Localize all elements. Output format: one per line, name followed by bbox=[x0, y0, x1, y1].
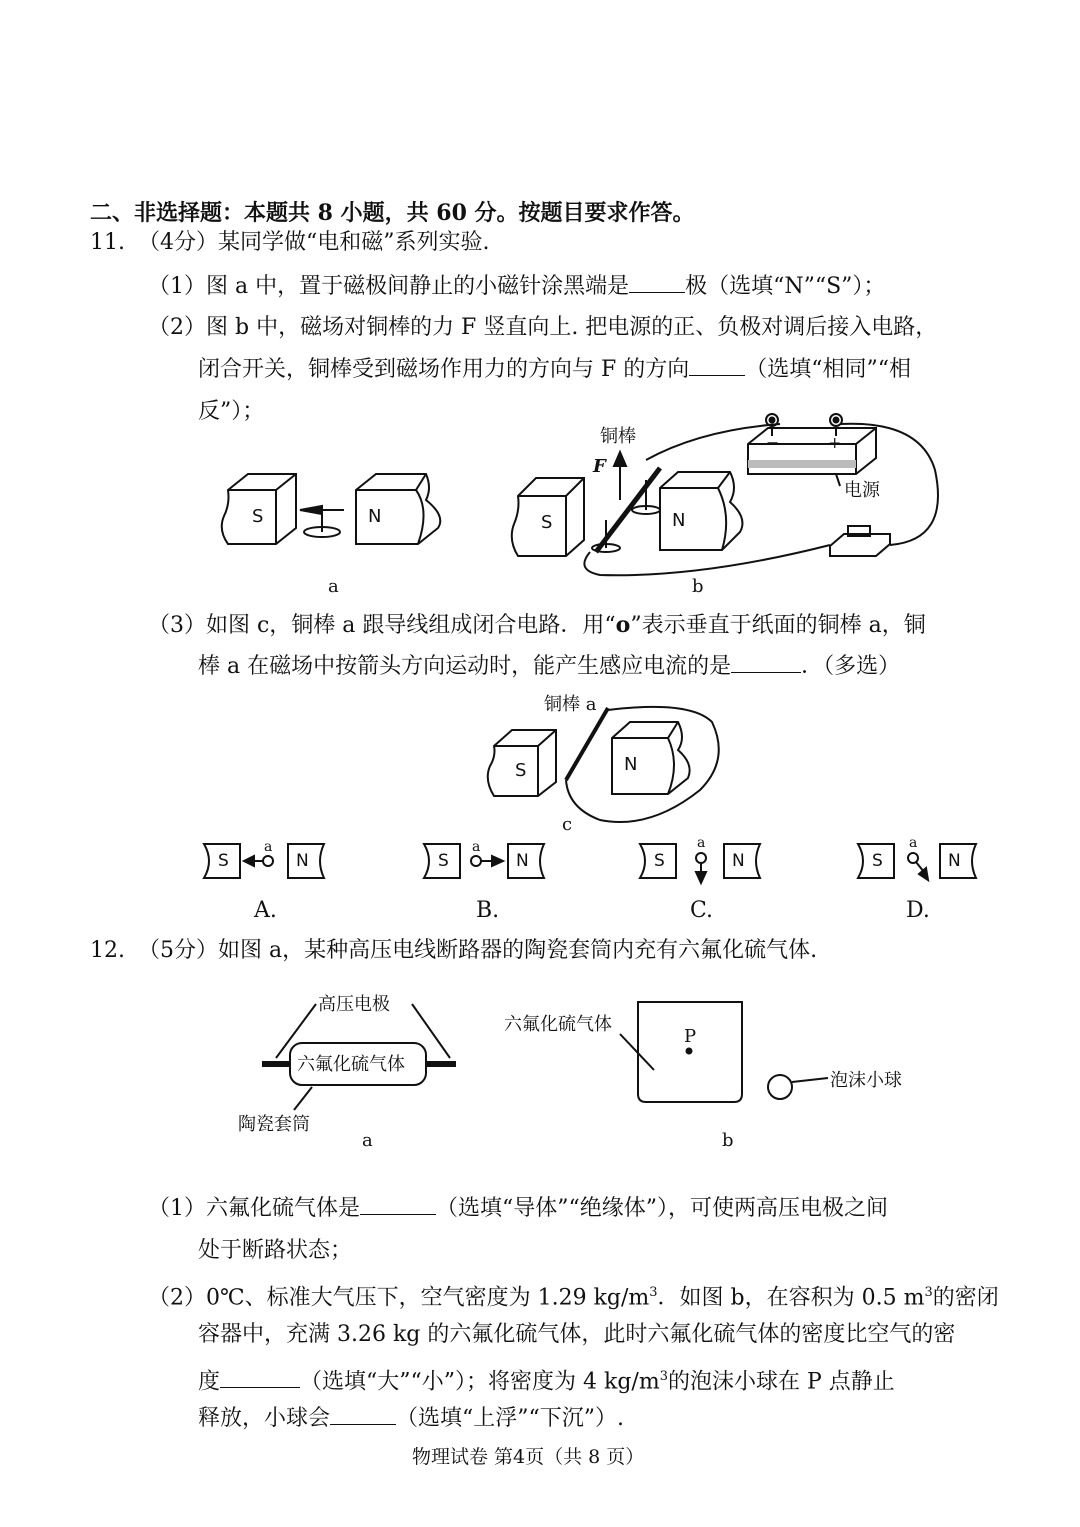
option-b-s: S bbox=[438, 851, 449, 871]
answer-blank-q12-3[interactable] bbox=[330, 1404, 396, 1425]
page-footer: 物理试卷 第4页（共 8 页） bbox=[412, 1446, 645, 1468]
option-d-rod: a bbox=[909, 835, 918, 851]
q11-part2-line2: 闭合开关，铜棒受到磁场作用力的方向与 F 的方向 （选填“相同”“相 bbox=[198, 357, 912, 382]
fig-b-source-label: 电源 bbox=[844, 480, 880, 501]
option-c-label[interactable]: C. bbox=[690, 898, 714, 923]
q12-fig-b-caption: b bbox=[722, 1130, 734, 1151]
q12-fig-a-gas-label: 六氟化硫气体 bbox=[297, 1054, 405, 1075]
fig-b-force-label: F bbox=[593, 456, 606, 477]
fig-b-n-label: N bbox=[672, 510, 686, 531]
q11-part2-line3: 反”）； bbox=[198, 399, 265, 424]
option-d-label[interactable]: D. bbox=[906, 898, 930, 923]
q11-part2-line1: （2）图 b 中，磁场对铜棒的力 F 竖直向上. 把电源的正、负极对调后接入电路， bbox=[148, 315, 938, 340]
q12-fig-b-foam-ball bbox=[768, 1075, 828, 1099]
answer-blank-q12-2[interactable] bbox=[220, 1367, 300, 1388]
option-c-s: S bbox=[654, 851, 665, 871]
q12-part2-line1: （2）0℃、标准大气压下，空气密度为 1.29 $kg/m^3$．如图 b，在容积为 0.5 $m^3$的密闭 bbox=[148, 1285, 999, 1311]
option-d-s: S bbox=[872, 851, 883, 871]
q12-part1-line1: （1）六氟化硫气体是 （选填“导体”“绝缘体”），可使两高压电极之间 bbox=[148, 1196, 888, 1221]
q12-intro: （5分）如图 a，某种高压电线断路器的陶瓷套筒内充有六氟化硫气体. bbox=[138, 938, 818, 963]
fig-b-caption: b bbox=[692, 576, 704, 597]
fig-a-n-label: N bbox=[368, 506, 382, 527]
fig-c-n-label: N bbox=[624, 754, 638, 775]
q11-intro: （4分）某同学做“电和磁”系列实验. bbox=[138, 230, 490, 255]
q12-fig-b-container bbox=[620, 1002, 742, 1102]
q12-part2-line3: 度 （选填“大”“小”）；将密度为 4 $kg/m^3$的泡沫小球在 P 点静止 bbox=[198, 1369, 895, 1395]
fig-a-caption: a bbox=[328, 576, 339, 597]
q12-fig-a-caption: a bbox=[362, 1130, 373, 1151]
fig-c-caption: c bbox=[562, 814, 573, 835]
fig-a-s-label: S bbox=[252, 506, 264, 527]
q12-fig-b-point-label: P bbox=[684, 1026, 697, 1047]
option-a-rod: a bbox=[264, 839, 273, 855]
rod-symbol: o bbox=[615, 612, 631, 638]
q11-part3-line1: （3）如图 c，铜棒 a 跟导线组成闭合电路．用“o”表示垂直于纸面的铜棒 a，铜 bbox=[148, 612, 926, 638]
answer-blank-q12-1[interactable] bbox=[360, 1194, 436, 1215]
option-c-n: N bbox=[732, 851, 745, 871]
fig-c-s-label: S bbox=[515, 760, 527, 781]
option-d-n: N bbox=[948, 851, 961, 871]
option-c-rod: a bbox=[697, 835, 706, 851]
fig-c-rod-label: 铜棒 a bbox=[544, 694, 597, 715]
q12-fig-b-gas-label: 六氟化硫气体 bbox=[504, 1014, 612, 1035]
q12-part2-line4: 释放，小球会 （选填“上浮”“下沉”）. bbox=[198, 1406, 624, 1431]
option-b-label[interactable]: B. bbox=[476, 898, 500, 923]
q12-part1-line2: 处于断路状态； bbox=[198, 1238, 353, 1263]
section-header: 二、非选择题：本题共 8 小题，共 60 分。按题目要求作答。 bbox=[90, 200, 695, 226]
q11-part3-line2: 棒 a 在磁场中按箭头方向运动时，能产生感应电流的是 ．（多选） bbox=[198, 654, 901, 679]
option-a-n: N bbox=[296, 851, 309, 871]
q11-part1: （1）图 a 中，置于磁极间静止的小磁针涂黑端是 极（选填“N”“S”）； bbox=[148, 274, 886, 299]
option-b-n: N bbox=[516, 851, 529, 871]
q12-number: 12. bbox=[90, 938, 125, 963]
q12-fig-a-sleeve-label: 陶瓷套筒 bbox=[238, 1114, 310, 1135]
q12-fig-b-ball-label: 泡沫小球 bbox=[830, 1070, 902, 1091]
q12-part2-line2: 容器中，充满 3.26 kg 的六氟化硫气体，此时六氟化硫气体的密度比空气的密 bbox=[198, 1322, 956, 1347]
option-a-label[interactable]: A. bbox=[254, 898, 277, 923]
option-b-rod: a bbox=[472, 839, 481, 855]
q12-fig-a-electrode-label: 高压电极 bbox=[318, 994, 390, 1015]
fig-b-s-label: S bbox=[541, 512, 553, 533]
fig-b-rod-label: 铜棒 bbox=[600, 426, 636, 447]
q11-number: 11. bbox=[90, 230, 125, 255]
option-a-s: S bbox=[218, 851, 229, 871]
fig-b-plus: + bbox=[828, 433, 842, 452]
fig-b-minus: − bbox=[766, 433, 780, 452]
